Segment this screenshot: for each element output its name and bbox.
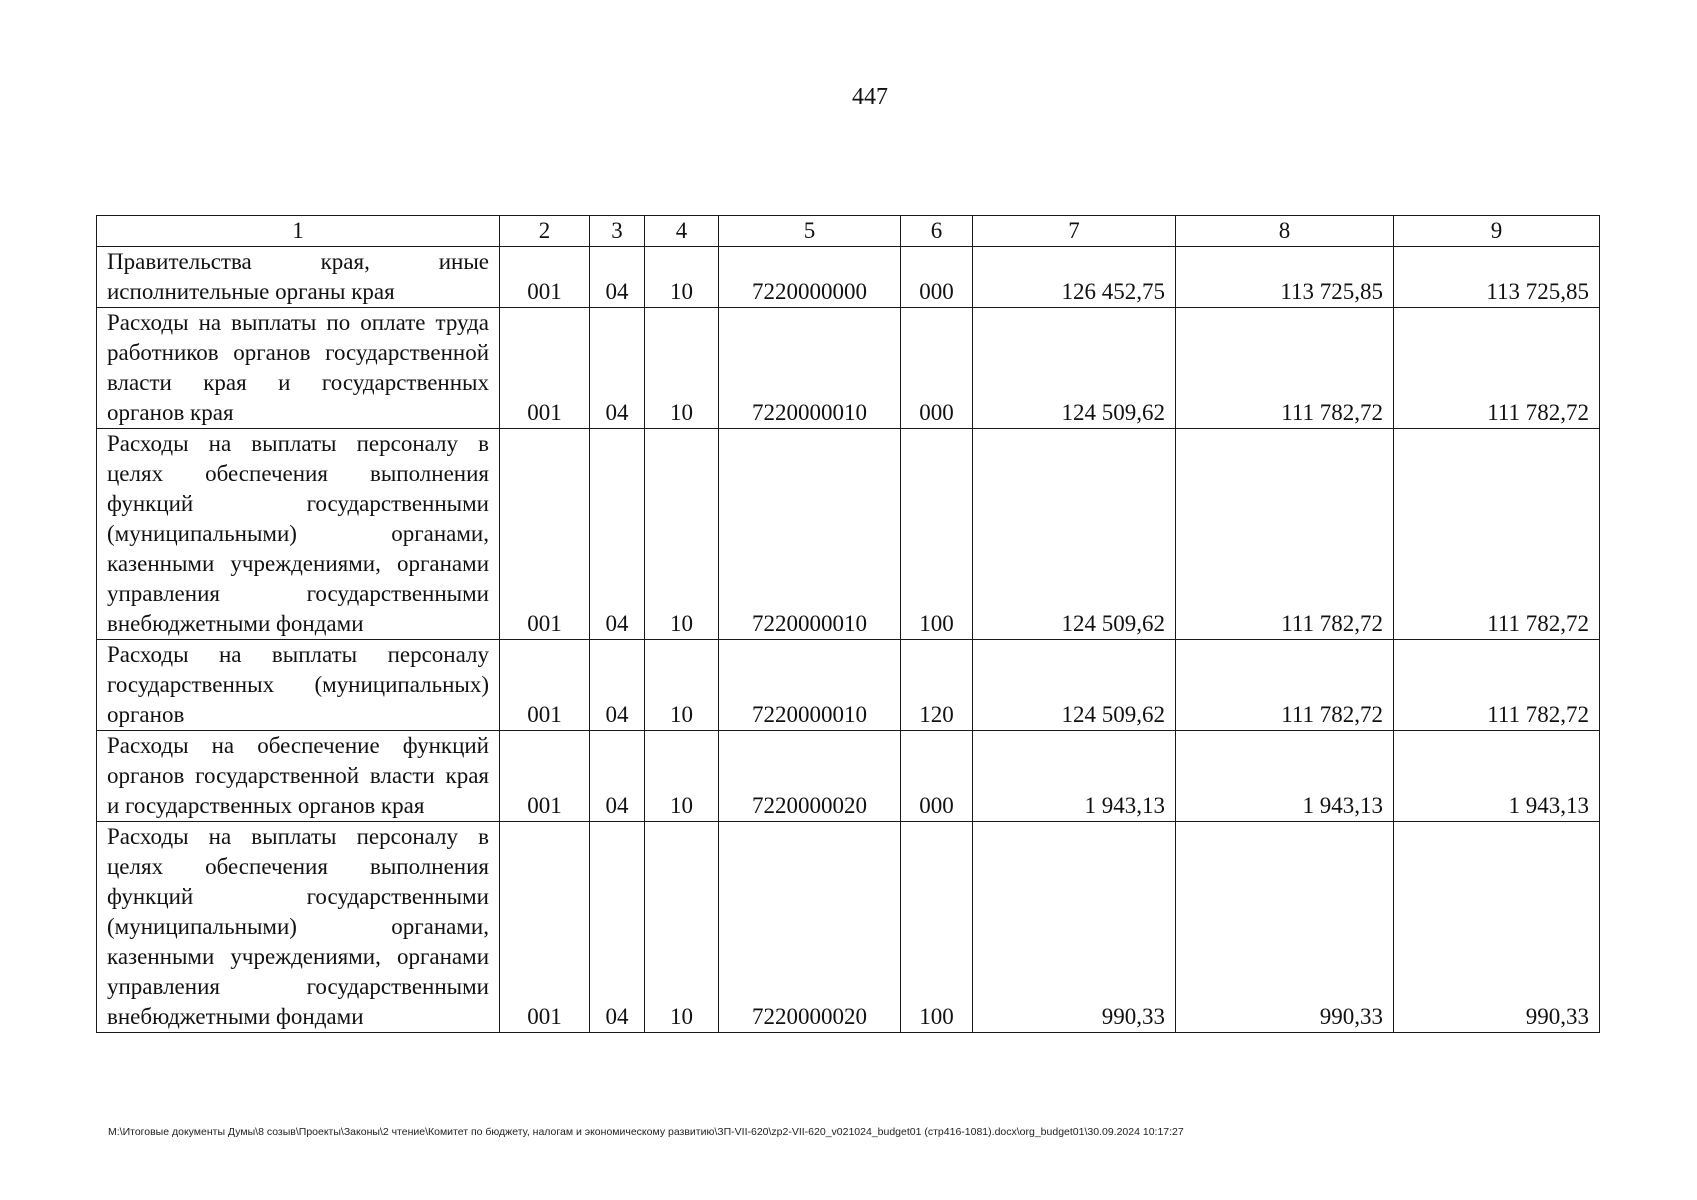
cell-col5: 7220000000 — [719, 247, 901, 308]
cell-col5: 7220000020 — [719, 731, 901, 822]
row-name: Расходы на обеспечение функций органов государственной власти края и государственных органов края — [97, 731, 500, 822]
cell-col8: 990,33 — [1176, 822, 1394, 1033]
row-name: Расходы на выплаты персоналу государственных (муниципальных) органов — [97, 640, 500, 731]
cell-col6: 000 — [901, 247, 973, 308]
cell-col8: 113 725,85 — [1176, 247, 1394, 308]
cell-col9: 111 782,72 — [1394, 640, 1600, 731]
cell-col7: 1 943,13 — [973, 731, 1176, 822]
table-row — [97, 640, 1600, 731]
cell-col2: 001 — [500, 640, 590, 731]
header-row — [97, 216, 1600, 247]
cell-col9: 111 782,72 — [1394, 308, 1600, 429]
cell-col5: 7220000010 — [719, 308, 901, 429]
cell-col3: 04 — [590, 731, 645, 822]
cell-col5: 7220000010 — [719, 429, 901, 640]
cell-col5: 7220000020 — [719, 822, 901, 1033]
cell-col7: 124 509,62 — [973, 640, 1176, 731]
column-header-3: 3 — [590, 216, 645, 247]
cell-col6: 000 — [901, 308, 973, 429]
table-row — [97, 429, 1600, 640]
cell-col2: 001 — [500, 822, 590, 1033]
cell-col7: 124 509,62 — [973, 308, 1176, 429]
cell-col2: 001 — [500, 429, 590, 640]
cell-col9: 990,33 — [1394, 822, 1600, 1033]
row-name: Расходы на выплаты персоналу в целях обеспечения выполнения функций государственными (муниципальными) органами, казенными учреждениями, органами управления государственными внебюджетными фондами — [97, 429, 500, 640]
cell-col9: 113 725,85 — [1394, 247, 1600, 308]
cell-col3: 04 — [590, 640, 645, 731]
cell-col7: 124 509,62 — [973, 429, 1176, 640]
table-row — [97, 731, 1600, 822]
table-row — [97, 247, 1600, 308]
cell-col6: 120 — [901, 640, 973, 731]
table-header — [97, 216, 1600, 247]
cell-col4: 10 — [645, 429, 719, 640]
cell-col3: 04 — [590, 429, 645, 640]
cell-col2: 001 — [500, 247, 590, 308]
cell-col2: 001 — [500, 308, 590, 429]
page-number: 447 — [852, 84, 888, 110]
cell-col4: 10 — [645, 822, 719, 1033]
cell-col8: 111 782,72 — [1176, 308, 1394, 429]
cell-col7: 990,33 — [973, 822, 1176, 1033]
cell-col7: 126 452,75 — [973, 247, 1176, 308]
cell-col3: 04 — [590, 247, 645, 308]
cell-col8: 111 782,72 — [1176, 640, 1394, 731]
cell-col9: 1 943,13 — [1394, 731, 1600, 822]
table-row — [97, 308, 1600, 429]
cell-col4: 10 — [645, 308, 719, 429]
row-name: Расходы на выплаты по оплате труда работников органов государственной власти края и государственных органов края — [97, 308, 500, 429]
table-body — [97, 247, 1600, 1033]
cell-col6: 000 — [901, 731, 973, 822]
cell-col8: 111 782,72 — [1176, 429, 1394, 640]
cell-col6: 100 — [901, 429, 973, 640]
column-header-1: 1 — [97, 216, 500, 247]
column-header-4: 4 — [645, 216, 719, 247]
cell-col8: 1 943,13 — [1176, 731, 1394, 822]
column-header-8: 8 — [1176, 216, 1394, 247]
cell-col4: 10 — [645, 640, 719, 731]
cell-col2: 001 — [500, 731, 590, 822]
cell-col6: 100 — [901, 822, 973, 1033]
budget-table — [96, 215, 1600, 1033]
column-header-7: 7 — [973, 216, 1176, 247]
cell-col9: 111 782,72 — [1394, 429, 1600, 640]
table-row — [97, 822, 1600, 1033]
cell-col3: 04 — [590, 308, 645, 429]
cell-col3: 04 — [590, 822, 645, 1033]
column-header-5: 5 — [719, 216, 901, 247]
document-path-footer: М:\Итоговые документы Думы\8 созыв\Проекты\Законы\2 чтение\Комитет по бюджету, налогам и экономическому развитию\ЗП-VII-620\zp2-VII-620_v021024_budget01 (стр416-1081).docx\org_budget01\30.09.2024 10:17:27 — [108, 1126, 1184, 1138]
column-header-6: 6 — [901, 216, 973, 247]
row-name: Расходы на выплаты персоналу в целях обеспечения выполнения функций государственными (муниципальными) органами, казенными учреждениями, органами управления государственными внебюджетными фондами — [97, 822, 500, 1033]
cell-col4: 10 — [645, 731, 719, 822]
row-name: Правительства края, иные исполнительные органы края — [97, 247, 500, 308]
column-header-2: 2 — [500, 216, 590, 247]
cell-col5: 7220000010 — [719, 640, 901, 731]
column-header-9: 9 — [1394, 216, 1600, 247]
cell-col4: 10 — [645, 247, 719, 308]
